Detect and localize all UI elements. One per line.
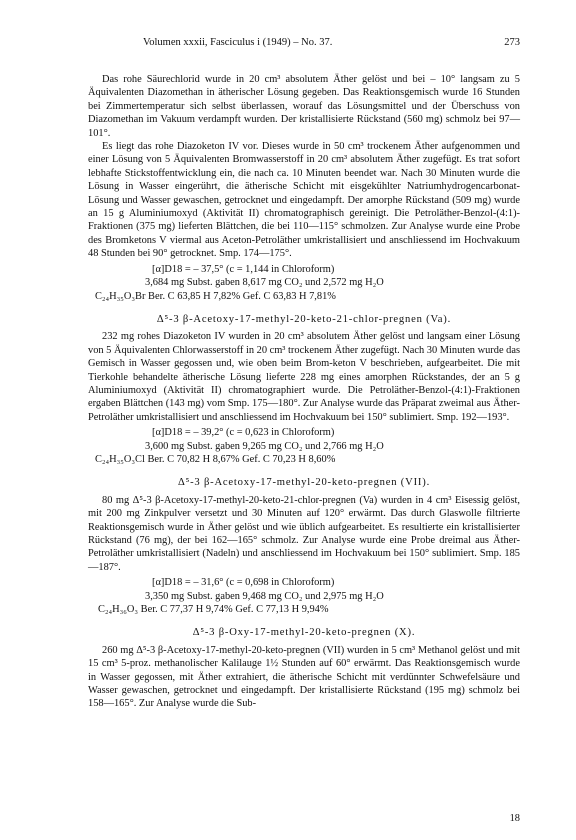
analysis-line: [α]D18 = – 37,5° (c = 1,144 in Chloroform) (152, 263, 335, 275)
article-body (88, 73, 520, 711)
analysis-line: C₂₄H₃₅O₃Cl Ber. C 70,82 H 8,67% Gef. C 70,23 H 8,60% (95, 453, 336, 465)
section-heading: Δ⁵-3 β-Acetoxy-17-methyl-20-keto-pregnen (VII). (177, 477, 431, 489)
analysis-line: 3,600 mg Subst. gaben 9,265 mg CO₂ und 2,766 mg H₂O (145, 440, 384, 452)
header-page-number: 273 (504, 37, 520, 48)
analysis-line: [α]D18 = – 31,6° (c = 0,698 in Chloroform) (152, 577, 335, 589)
running-title: Volumen xxxii, Fasciculus i (1949) – No. 37. (143, 37, 333, 48)
body-paragraph: 260 mg Δ⁵-3 β-Acetoxy-17-methyl-20-keto-pregnen (VII) wurden in 5 cm³ Methanol gelöst und mit 15 cm³ 5-proz. methanolischer Kalilauge 1½ Stunden auf 60° erwärmt. Das Reaktionsgemisch wurde in Wasser gegossen, mit Äther extrahiert, die ätherische Schicht mit verdünnter Schwefelsäure und Wasser gewaschen, getrocknet und eingedampft. Der kristallisierte Rückstand (195 mg) schmolz bei 158—165°. Zur Analyse wurde die Sub- (88, 644, 520, 710)
analysis-block (88, 426, 520, 466)
analysis-line: C₂₄H₃₅O₃Br Ber. C 63,85 H 7,82% Gef. C 63,83 H 7,81% (95, 290, 336, 302)
analysis-block (88, 576, 520, 616)
article-section (88, 476, 520, 616)
body-paragraph: Es liegt das rohe Diazoketon IV vor. Dieses wurde in 50 cm³ trockenem Äther aufgenommen und einer Lösung von 5 Äquivalenten Bromwasserstoff in 20 cm³ absolutem Äther zugefügt. Es trat sofort lebhafte Stickstoffentwicklung ein, die nach ca. 10 Minuten beendet war. Nach 30 Minuten wurde die Lösung in Wasser eingerührt, die ätherische Schicht mit eisgekühlter Natriumhydrogencarbonat-Lösung und Wasser gewaschen, getrocknet und eingedampft. Der amorphe Rückstand (509 mg) wurde an 15 g Aluminiumoxyd (Aktivität II) chromatographisch gereinigt. Die Petroläther-Benzol-(4:1)-Fraktionen (375 mg) lieferten Blättchen, die bei 110—115° schmolzen. Zur Analyse wurde eine Probe des Bromketons V viermal aus Aceton-Petroläther umkristallisiert und anschliessend im Hochvakuum 48 Stunden bei 90° getrocknet. Smp. 174—175°. (88, 141, 520, 260)
body-paragraph: Das rohe Säurechlorid wurde in 20 cm³ absolutem Äther gelöst und bei – 10° langsam zu 5 Äquivalenten Diazomethan in ätherischer Lösung gegeben. Das Reaktionsgemisch wurde 16 Stunden bei Zimmertemperatur sich selbst überlassen, worauf das Lösungsmittel und der Überschuss von Diazomethan im Vakuum verdampft wurden. Der kristallisierte Rückstand (560 mg) schmolz bei 97—101°. (88, 74, 520, 139)
body-paragraph: 80 mg Δ⁵-3 β-Acetoxy-17-methyl-20-keto-21-chlor-pregnen (Va) wurden in 4 cm³ Eisessig gelöst, mit 200 mg Zinkpulver versetzt und 30 Minuten auf 120° erwärmt. Das durch Glaswolle filtrierte Reaktionsgemisch wurde in Äther gelöst und wie üblich aufgearbeitet. Es resultierte ein kristallisierter Rückstand (76 mg), der bei 162—165° schmolz. Zur Analyse wurde eine Probe dreimal aus Äther-Petroläther umkristallisiert (Nadeln) und anschliessend im Hochvakuum bei 150° sublimiert. Smp. 185—187°. (88, 494, 520, 573)
body-paragraph: 232 mg rohes Diazoketon IV wurden in 20 cm³ absolutem Äther gelöst und langsam einer Lösung von 5 Äquivalenten Chlorwasserstoff in 20 cm³ trockenem Äther zugefügt. Nach 30 Minuten wurde das Gemisch in Wasser gegossen und, wie oben beim Brom-keton V beschrieben, aufgearbeitet. Die mit Tierkohle behandelte ätherische Lösung lieferte 228 mg eines amorphen Rückstandes, der an 5 g Aluminiumoxyd (Aktivität II) chromatographiert wurde. Die Petroläther-Benzol-(4:1)-Fraktionen ergaben Blättchen (143 mg) vom Smp. 175—180°. Zur Analyse wurde das Präparat zweimal aus Äther-Petroläther umkristallisiert und anschliessend im Hochvakuum bei 150° sublimiert. Smp. 192—193°. (88, 331, 521, 423)
analysis-line: [α]D18 = – 39,2° (c = 0,623 in Chloroform) (152, 427, 335, 439)
section-heading: Δ⁵-3 β-Oxy-17-methyl-20-keto-pregnen (X). (192, 627, 416, 639)
article-section (88, 73, 520, 303)
analysis-line: 3,684 mg Subst. gaben 8,617 mg CO₂ und 2,572 mg H₂O (145, 277, 384, 289)
page-header (88, 36, 520, 50)
footer-page-number: 18 (509, 813, 520, 824)
analysis-block (88, 263, 520, 303)
section-heading: Δ⁵-3 β-Acetoxy-17-methyl-20-keto-21-chlor-pregnen (Va). (156, 313, 452, 325)
article-section (88, 313, 520, 466)
analysis-line: 3,350 mg Subst. gaben 9,468 mg CO₂ und 2,975 mg H₂O (145, 590, 384, 602)
analysis-line: C₂₄H₃₆O₃ Ber. C 77,37 H 9,74% Gef. C 77,13 H 9,94% (98, 604, 329, 616)
article-section (88, 626, 520, 710)
